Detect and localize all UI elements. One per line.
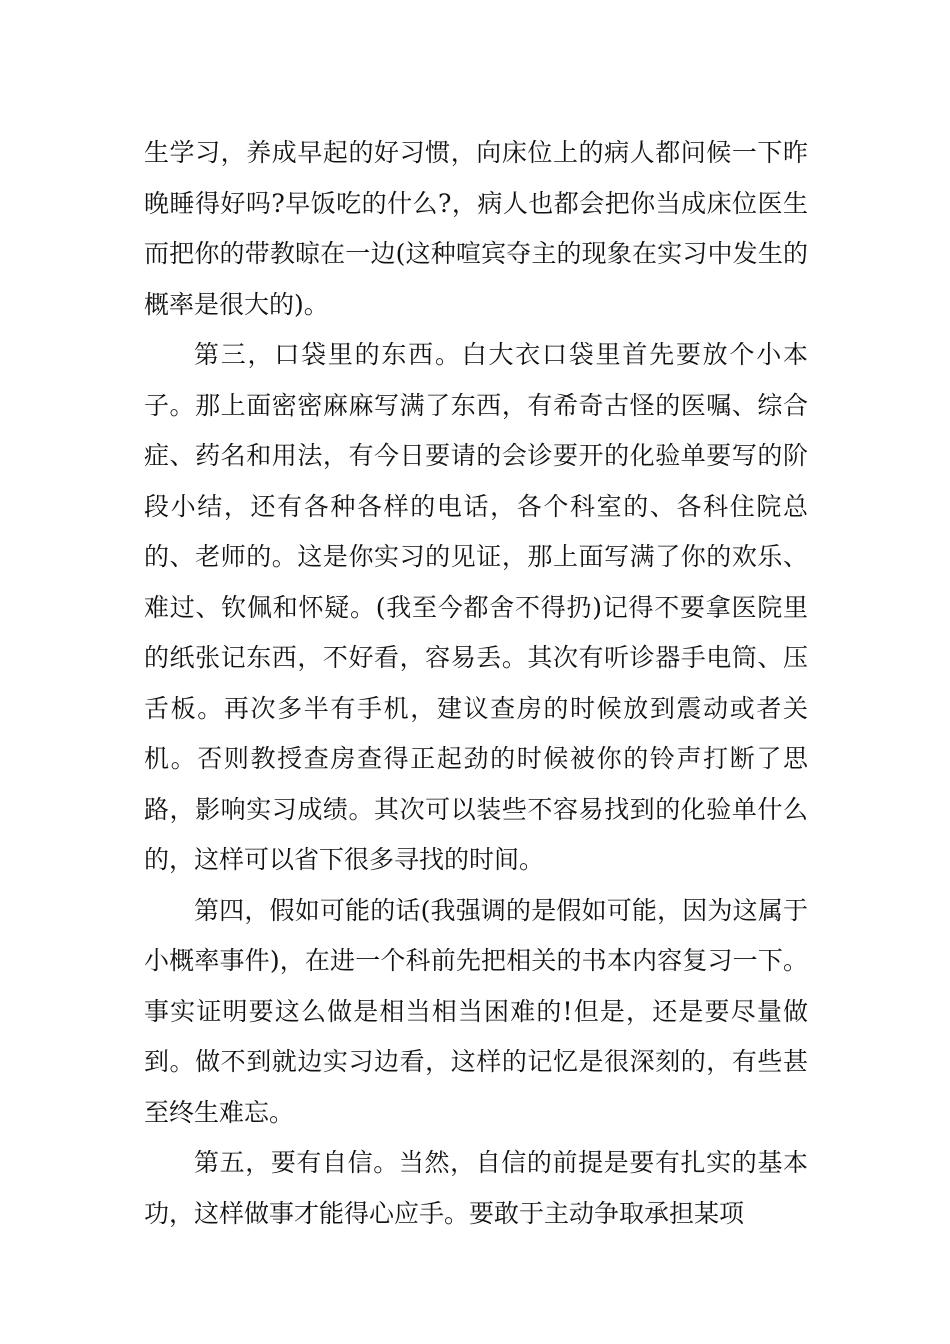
document-body bbox=[144, 128, 808, 1239]
paragraph-pocket-items: 第三，口袋里的东西。白大衣口袋里首先要放个小本子。那上面密密麻麻写满了东西，有希奇古怪的医嘱、综合症、药名和用法，有今日要请的会诊要开的化验单要写的阶段小结，还有各种各样的电话，各个科室的、各科住院总的、老师的。这是你实习的见证，那上面写满了你的欢乐、难过、钦佩和怀疑。(我至今都舍不得扔)记得不要拿医院里的纸张记东西，不好看，容易丢。其次有听诊器手电筒、压舌板。再次多半有手机，建议查房的时候放到震动或者关机。否则教授查房查得正起劲的时候被你的铃声打断了思路，影响实习成绩。其次可以装些不容易找到的化验单什么的，这样可以省下很多寻找的时间。 bbox=[144, 340, 808, 874]
paragraph-confidence: 第五，要有自信。当然，自信的前提是要有扎实的基本功，这样做事才能得心应手。要敢于主动争取承担某项 bbox=[144, 1148, 808, 1228]
paragraph-review-books: 第四，假如可能的话(我强调的是假如可能，因为这属于小概率事件)，在进一个科前先把相关的书本内容复习一下。事实证明要这么做是相当相当困难的!但是，还是要尽量做到。做不到就边实习边看，这样的记忆是很深刻的，有些甚至终生难忘。 bbox=[144, 895, 808, 1127]
paragraph-continuation: 生学习，养成早起的好习惯，向床位上的病人都问候一下昨晚睡得好吗?早饭吃的什么?，病人也都会把你当成床位医生而把你的带教晾在一边(这种喧宾夺主的现象在实习中发生的概率是很大的)。 bbox=[144, 138, 808, 319]
